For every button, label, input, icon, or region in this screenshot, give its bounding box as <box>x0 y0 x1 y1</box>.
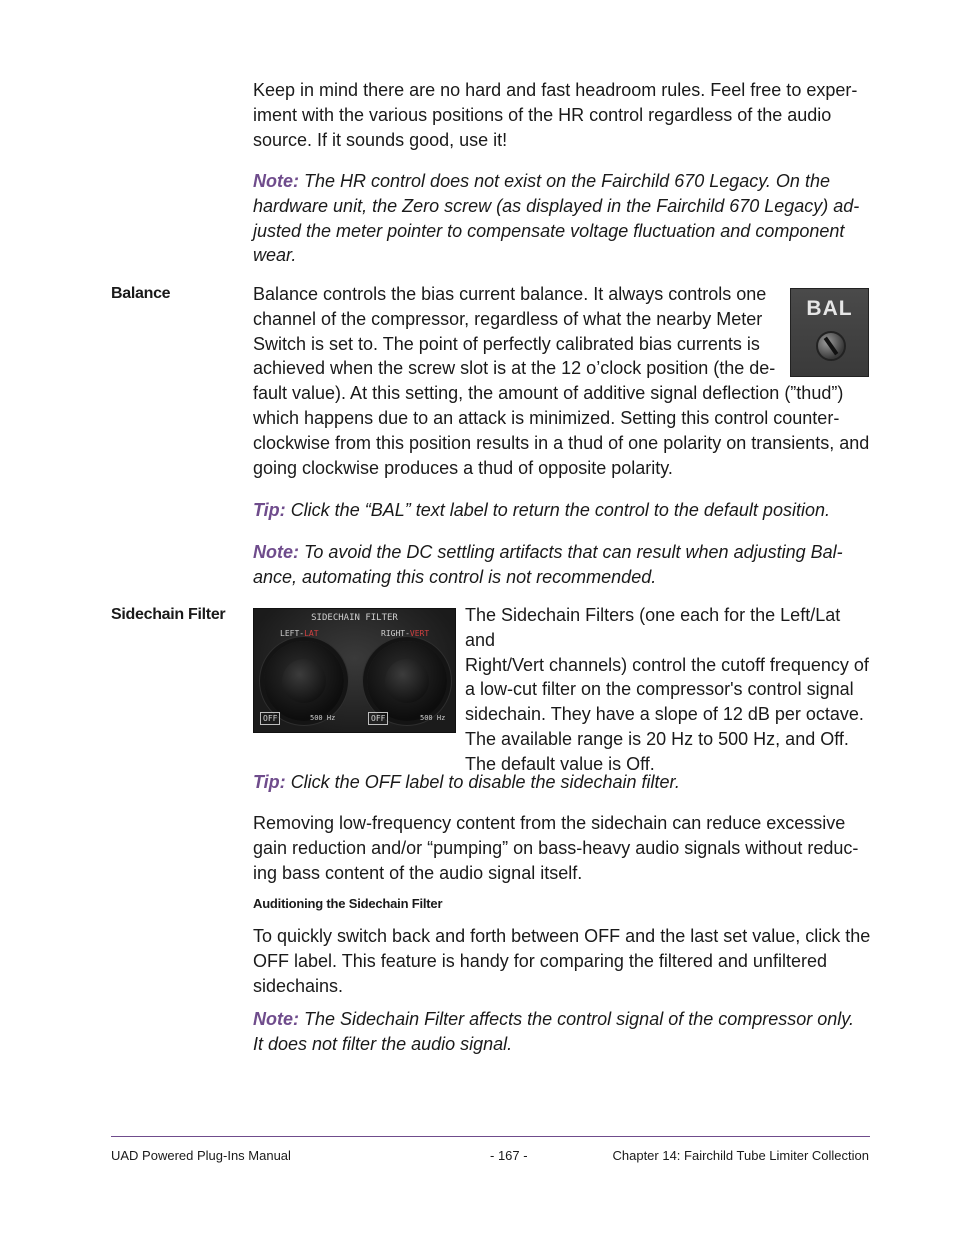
right-suffix: VERT <box>409 629 430 638</box>
text-line: OFF label. This feature is handy for comparing the filtered and unfiltered <box>253 950 827 971</box>
text-line: The Sidechain Filters (one each for the Left/Lat and <box>465 605 841 650</box>
text-line: The available range is 20 Hz to 500 Hz, and Off. <box>465 728 849 749</box>
left-suffix: LAT <box>304 629 319 638</box>
text-line: The Sidechain Filter affects the control signal of the compressor only. <box>304 1009 854 1029</box>
text-line: wear. <box>253 245 297 266</box>
text-line: To quickly switch back and forth between OFF and the last set value, click the <box>253 926 871 946</box>
text-line: Click the “BAL” text label to return the control to the default position. <box>290 500 830 520</box>
text-line: To avoid the DC settling artifacts that can result when adjusting Bal- <box>304 542 843 562</box>
right-prefix: RIGHT- <box>381 629 410 638</box>
balance-heading: Balance <box>111 285 171 302</box>
left-channel-label <box>280 629 319 638</box>
note-label: Note: <box>253 542 299 562</box>
left-hz-label: 500 Hz <box>310 714 336 722</box>
text-line: justed the meter pointer to compensate voltage fluctuation and component <box>253 220 845 241</box>
sidechain-paragraph <box>465 603 875 777</box>
page-number: - 167 - <box>490 1148 528 1163</box>
removing-paragraph <box>253 811 873 885</box>
left-filter-knob-icon <box>264 641 344 721</box>
balance-paragraph <box>253 282 873 480</box>
text-line: fault value). At this setting, the amount of additive signal deflection (”thud”) <box>253 383 844 404</box>
balance-tip <box>253 498 873 523</box>
text-line: Keep in mind there are no hard and fast headroom rules. Feel free to exper- <box>253 80 858 100</box>
tip-label: Tip: <box>253 772 286 792</box>
text-line: Removing low-frequency content from the sidechain can reduce excessive <box>253 813 846 833</box>
text-line: channel of the compressor, regardless of what the nearby Meter <box>253 308 763 329</box>
text-line: which happens due to an attack is minimized. Setting this control counter- <box>253 407 840 428</box>
text-line: going clockwise produces a thud of opposite polarity. <box>253 457 673 478</box>
footer-manual-title: UAD Powered Plug-Ins Manual <box>111 1148 291 1163</box>
text-line: Right/Vert channels) control the cutoff frequency of <box>465 654 869 675</box>
right-channel-label <box>381 629 429 638</box>
sidechain-note <box>253 1007 873 1057</box>
text-line: sidechains. <box>253 975 344 996</box>
text-line: ance, automating this control is not recommended. <box>253 566 657 587</box>
text-line: Balance controls the bias current balance. It always controls one <box>253 284 767 304</box>
text-line: clockwise from this position results in a thud of one polarity on transients, and <box>253 432 870 453</box>
text-line: ing bass content of the audio signal itself. <box>253 862 583 883</box>
footer-divider <box>111 1136 870 1137</box>
text-line: achieved when the screw slot is at the 12 o’clock position (the de- <box>253 358 776 379</box>
sidechain-heading: Sidechain Filter <box>111 606 226 623</box>
text-line: iment with the various positions of the HR control regardless of the audio <box>253 104 832 125</box>
right-filter-knob-icon <box>367 641 447 721</box>
text-line: It does not filter the audio signal. <box>253 1033 513 1054</box>
text-line: hardware unit, the Zero screw (as displayed in the Fairchild 670 Legacy) ad- <box>253 195 860 216</box>
right-off-label: OFF <box>368 712 388 725</box>
text-line: sidechain. They have a slope of 12 dB per octave. <box>465 704 864 725</box>
text-line: source. If it sounds good, use it! <box>253 129 508 150</box>
text-line: Switch is set to. The point of perfectly calibrated bias currents is <box>253 333 760 354</box>
note-label: Note: <box>253 1009 299 1029</box>
left-off-label: OFF <box>260 712 280 725</box>
bal-label: BAL <box>806 297 853 320</box>
footer-chapter-title: Chapter 14: Fairchild Tube Limiter Collection <box>612 1148 869 1163</box>
text-line: The default value is Off. <box>465 753 655 774</box>
text-line: The HR control does not exist on the Fairchild 670 Legacy. On the <box>304 171 830 191</box>
tip-label: Tip: <box>253 500 286 520</box>
balance-note <box>253 540 873 590</box>
auditioning-subheading: Auditioning the Sidechain Filter <box>253 896 443 911</box>
hr-note <box>253 169 873 268</box>
sidechain-tip <box>253 770 873 795</box>
auditioning-paragraph <box>253 924 873 998</box>
sidechain-panel-title: SIDECHAIN FILTER <box>311 613 398 623</box>
left-prefix: LEFT- <box>280 629 305 638</box>
sidechain-filter-image <box>253 608 456 733</box>
intro-paragraph <box>253 78 873 152</box>
right-hz-label: 500 Hz <box>420 714 446 722</box>
note-label: Note: <box>253 171 299 191</box>
text-line: gain reduction and/or “pumping” on bass-heavy audio signals without reduc- <box>253 837 859 858</box>
text-line: a low-cut filter on the compressor's control signal <box>465 679 854 700</box>
text-line: Click the OFF label to disable the sidechain filter. <box>290 772 680 792</box>
